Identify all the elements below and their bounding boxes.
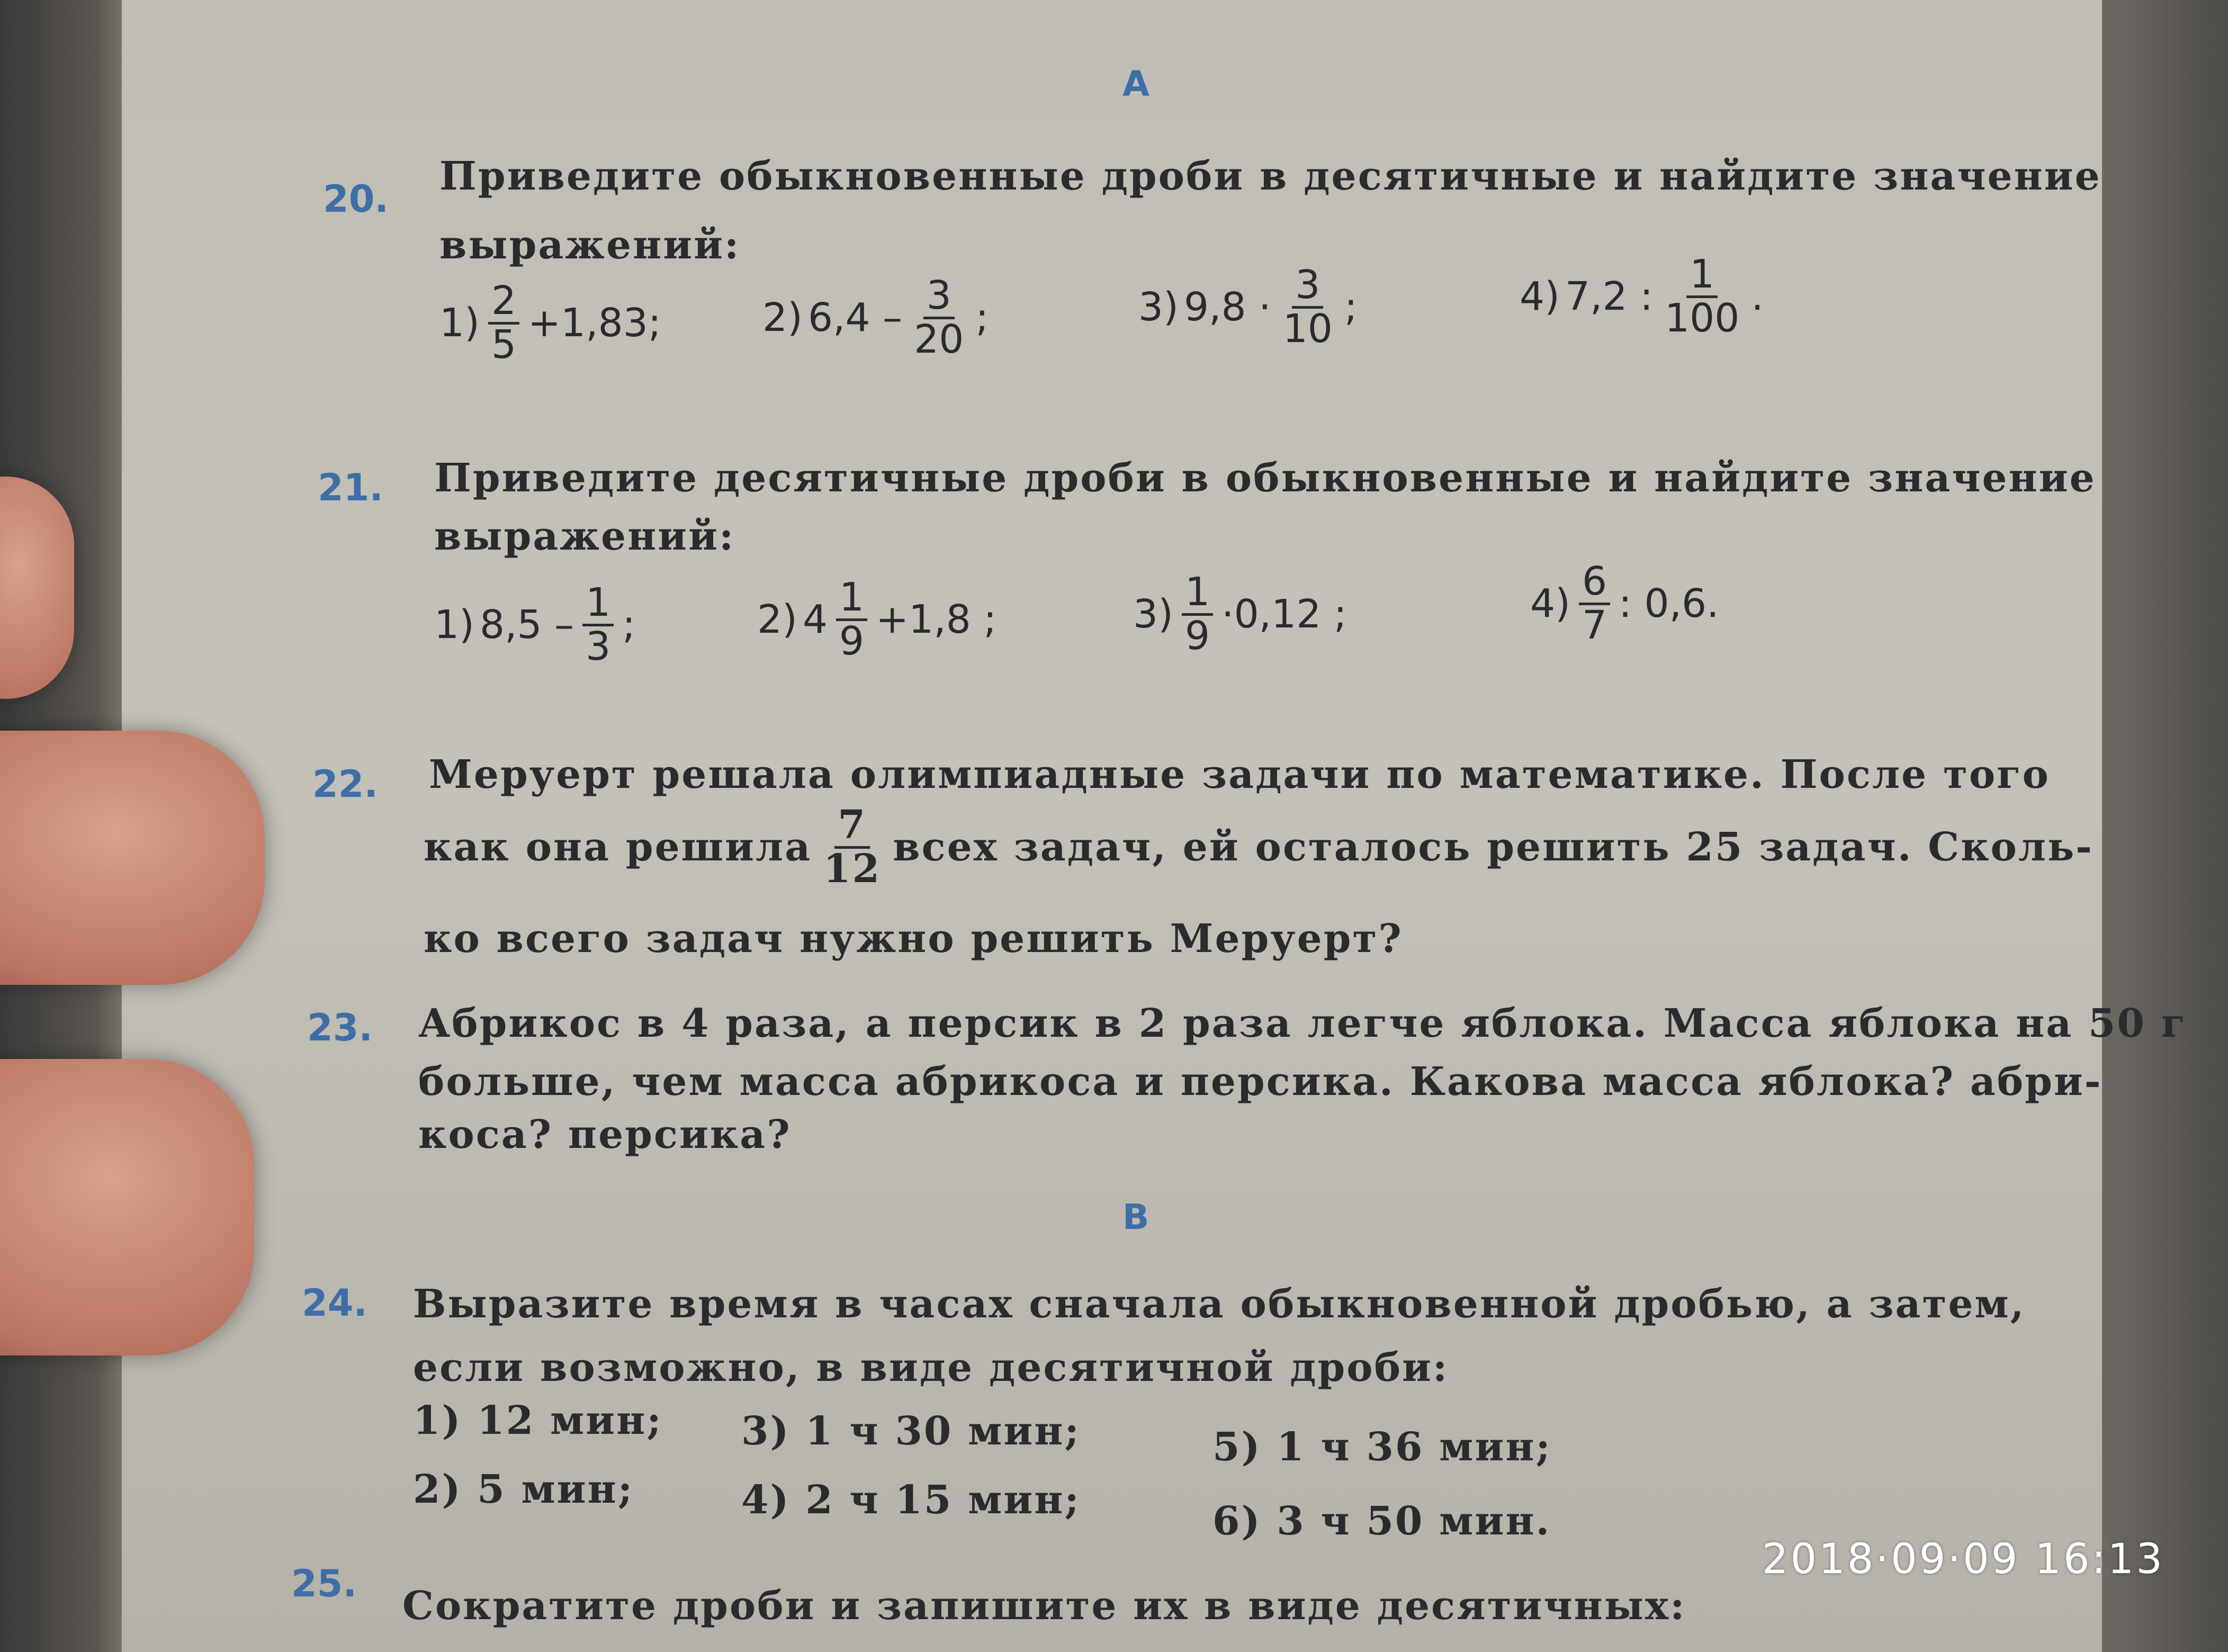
item-label: 4)	[1530, 581, 1570, 627]
problem-24-number: 24.	[302, 1281, 368, 1325]
denominator: 12	[823, 846, 882, 892]
finger-middle	[0, 731, 265, 985]
item-label: 3)	[1138, 284, 1179, 330]
problem-24-item-6: 6) 3 ч 50 мин.	[1212, 1498, 1551, 1544]
item-label: 1)	[434, 602, 474, 648]
problem-21-item-1	[434, 582, 635, 667]
numerator: 1	[1686, 254, 1718, 298]
problem-22-line2	[424, 802, 2094, 892]
problem-22-number: 22.	[312, 762, 379, 806]
denominator: 5	[491, 321, 517, 367]
problem-22-line1: Меруерт решала олимпиадные задачи по математике. После того	[429, 752, 2050, 797]
fraction	[1182, 569, 1213, 659]
line2-after: всех задач, ей осталось решить 25 задач. Сколь-	[893, 824, 2094, 870]
problem-25-number: 25.	[291, 1562, 357, 1605]
problem-24-item-5: 5) 1 ч 36 мин;	[1212, 1424, 1552, 1470]
problem-24-line1: Выразите время в часах сначала обыкновенной дробью, а затем,	[413, 1281, 2026, 1327]
item-after: : 0,6.	[1619, 581, 1719, 627]
problem-21-item-4	[1530, 561, 1719, 646]
item-after: ;	[975, 295, 989, 341]
problem-20-item-1	[439, 278, 661, 367]
fraction	[1579, 561, 1610, 646]
numerator: 3	[923, 275, 955, 319]
denominator: 3	[586, 623, 611, 669]
photo-timestamp: 2018·09·09 16:13	[1762, 1536, 2164, 1583]
fraction	[582, 582, 614, 667]
problem-24-item-3: 3) 1 ч 30 мин;	[741, 1408, 1081, 1454]
section-a-heading: A	[1122, 64, 1150, 104]
item-before: 9,8 ·	[1183, 284, 1271, 330]
numerator: 1	[582, 582, 614, 626]
item-before: 7,2 :	[1565, 274, 1654, 320]
fraction	[836, 574, 867, 664]
problem-20-item-3	[1138, 262, 1358, 352]
item-label: 2)	[762, 295, 803, 341]
fraction	[911, 275, 967, 360]
problem-22-line3: ко всего задач нужно решить Меруерт?	[424, 916, 1403, 962]
problem-23-line3: коса? персика?	[418, 1112, 792, 1157]
problem-20-number: 20.	[323, 177, 389, 221]
problem-25-line1: Сократите дроби и запишите их в виде десятичных:	[402, 1583, 1686, 1629]
problem-21-item-2	[757, 574, 997, 664]
item-before: 8,5 –	[479, 602, 574, 648]
finger-bottom	[0, 1059, 254, 1355]
item-after: +1,83;	[528, 300, 661, 346]
textbook-page	[122, 0, 2187, 1652]
problem-21-line2: выражений:	[434, 514, 735, 559]
problem-24-line2: если возможно, в виде десятичной дроби:	[413, 1345, 1449, 1390]
item-label: 3)	[1133, 591, 1173, 638]
item-after: .	[1751, 274, 1764, 320]
item-after: ·0,12 ;	[1221, 591, 1347, 638]
denominator: 7	[1582, 602, 1607, 648]
section-b-heading: B	[1122, 1197, 1149, 1237]
item-before: 4	[802, 597, 828, 643]
background-right	[2090, 0, 2228, 1652]
problem-23-line1: Абрикос в 4 раза, а персик в 2 раза легче яблока. Масса яблока на 50 г	[418, 1001, 2187, 1046]
item-after: ;	[1344, 284, 1358, 330]
problem-20-line2: выражений:	[439, 222, 741, 268]
denominator: 9	[839, 618, 865, 664]
numerator: 3	[1292, 265, 1323, 309]
problem-23-line2: больше, чем масса абрикоса и персика. Какова масса яблока? абри-	[418, 1059, 2103, 1105]
problem-24-item-2: 2) 5 мин;	[413, 1467, 634, 1512]
numerator: 1	[1182, 572, 1213, 616]
item-label: 4)	[1520, 274, 1560, 320]
fraction	[1661, 254, 1742, 339]
problem-24-item-1: 1) 12 мин;	[413, 1398, 663, 1443]
problem-21-item-3	[1133, 569, 1347, 659]
problem-20-item-2	[762, 275, 989, 360]
item-label: 2)	[757, 597, 797, 643]
fraction	[1280, 262, 1336, 352]
denominator: 20	[914, 316, 964, 362]
line2-before: как она решила	[424, 824, 812, 870]
problem-23-number: 23.	[307, 1006, 373, 1049]
denominator: 9	[1184, 613, 1210, 659]
fraction	[488, 278, 519, 367]
numerator: 7	[834, 805, 870, 849]
problem-24-item-4: 4) 2 ч 15 мин;	[741, 1477, 1081, 1523]
item-after: ;	[622, 602, 636, 648]
problem-20-line1: Приведите обыкновенные дроби в десятичные и найдите значение	[439, 154, 2101, 199]
numerator: 6	[1579, 561, 1610, 605]
denominator: 10	[1282, 306, 1333, 352]
item-after: +1,8 ;	[876, 597, 997, 643]
numerator: 2	[488, 281, 519, 325]
item-before: 6,4 –	[807, 295, 903, 341]
denominator: 100	[1665, 295, 1740, 341]
problem-21-line1: Приведите десятичные дроби в обыкновенные и найдите значение	[434, 455, 2096, 501]
numerator: 1	[836, 577, 867, 621]
problem-21-number: 21.	[318, 466, 384, 509]
finger-top	[0, 477, 74, 699]
fraction-7-12	[820, 802, 884, 892]
item-label: 1)	[439, 300, 480, 346]
problem-20-item-4	[1520, 254, 1764, 339]
